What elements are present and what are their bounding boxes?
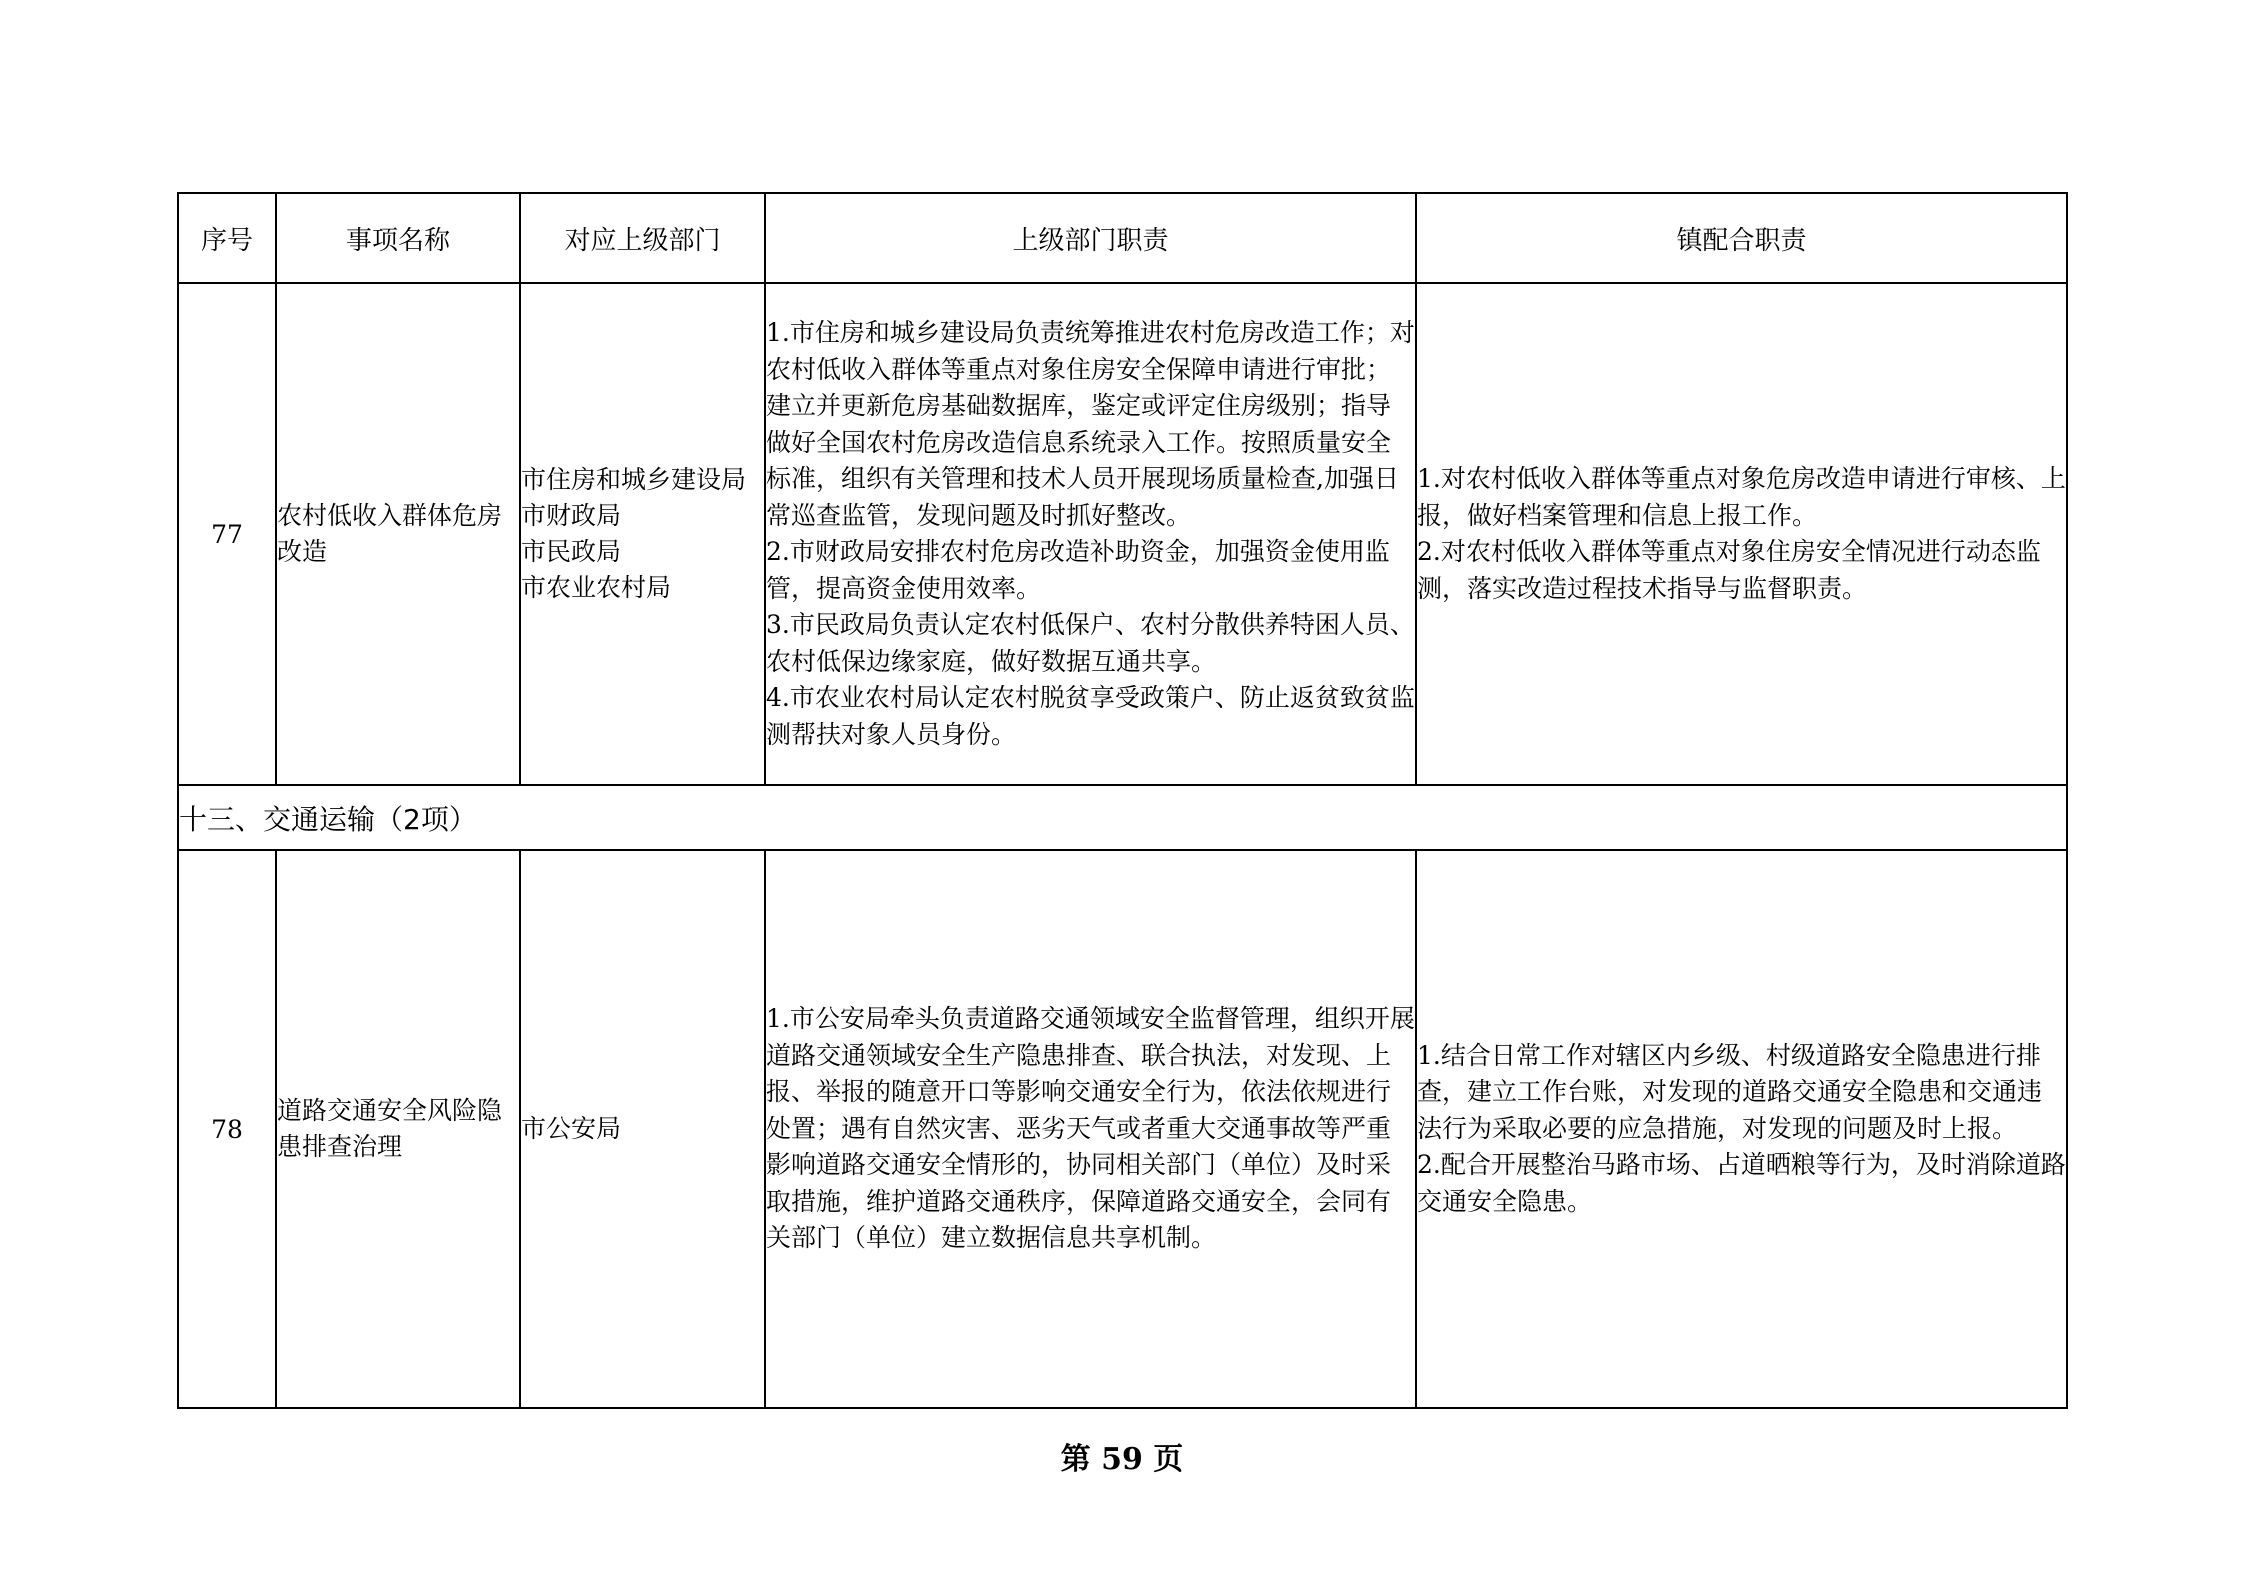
row-town-duties — [1416, 283, 2067, 785]
dept-line: 市民政局 — [521, 537, 622, 566]
table-header-row — [178, 193, 2067, 283]
dept-line: 市住房和城乡建设局 — [521, 465, 747, 494]
row-superior-dept — [520, 283, 765, 785]
row-town-duties — [1416, 850, 2067, 1408]
town-duty-paragraph: 1.对农村低收入群体等重点对象危房改造申请进行审核、上报，做好档案管理和信息上报工作。 — [1417, 464, 2066, 530]
section-title: 十三、交通运输（2项） — [178, 785, 2067, 850]
duty-paragraph: 3.市民政局负责认定农村低保户、农村分散供养特困人员、农村低保边缘家庭，做好数据互通共享。 — [766, 610, 1415, 676]
header-superior-duties: 上级部门职责 — [765, 193, 1416, 283]
table-row — [178, 283, 2067, 785]
town-duty-paragraph: 2.对农村低收入群体等重点对象住房安全情况进行动态监测，落实改造过程技术指导与监督职责。 — [1417, 537, 2041, 603]
duty-paragraph: 1.市住房和城乡建设局负责统筹推进农村危房改造工作；对农村低收入群体等重点对象住房安全保障申请进行审批；建立并更新危房基础数据库，鉴定或评定住房级别；指导做好全国农村危房改造信息系统录入工作。按照质量安全标准，组织有关管理和技术人员开展现场质量检查,加强日常巡查监管，发现问题及时抓好整改。 — [766, 318, 1415, 530]
section-row — [178, 785, 2067, 850]
row-item-name: 道路交通安全风险隐患排查治理 — [276, 850, 520, 1408]
row-index: 77 — [178, 283, 276, 785]
dept-line: 市公安局 — [521, 1114, 622, 1143]
header-superior-dept: 对应上级部门 — [520, 193, 765, 283]
duty-paragraph: 1.市公安局牵头负责道路交通领域安全监督管理，组织开展道路交通领域安全生产隐患排查、联合执法，对发现、上报、举报的随意开口等影响交通安全行为，依法依规进行处置；遇有自然灾害、恶劣天气或者重大交通事故等严重影响道路交通安全情形的，协同相关部门（单位）及时采取措施，维护道路交通秩序，保障道路交通安全，会同有关部门（单位）建立数据信息共享机制。 — [766, 1004, 1415, 1253]
table-row — [178, 850, 2067, 1408]
row-superior-dept — [520, 850, 765, 1408]
row-index: 78 — [178, 850, 276, 1408]
row-superior-duties — [765, 850, 1416, 1408]
responsibility-table — [177, 192, 2068, 1409]
header-item-name: 事项名称 — [276, 193, 520, 283]
row-superior-duties — [765, 283, 1416, 785]
town-duty-paragraph: 1.结合日常工作对辖区内乡级、村级道路安全隐患进行排查，建立工作台账，对发现的道路交通安全隐患和交通违法行为采取必要的应急措施，对发现的问题及时上报。 — [1417, 1040, 2043, 1143]
page-number: 第 59 页 — [1060, 1442, 1184, 1477]
duty-paragraph: 4.市农业农村局认定农村脱贫享受政策户、防止返贫致贫监测帮扶对象人员身份。 — [766, 683, 1415, 749]
duty-paragraph: 2.市财政局安排农村危房改造补助资金，加强资金使用监管，提高资金使用效率。 — [766, 537, 1390, 603]
town-duty-paragraph: 2.配合开展整治马路市场、占道晒粮等行为，及时消除道路交通安全隐患。 — [1417, 1150, 2066, 1216]
dept-line: 市农业农村局 — [521, 573, 672, 602]
header-index: 序号 — [178, 193, 276, 283]
header-town-duties: 镇配合职责 — [1416, 193, 2067, 283]
row-item-name: 农村低收入群体危房改造 — [276, 283, 520, 785]
dept-line: 市财政局 — [521, 501, 622, 530]
